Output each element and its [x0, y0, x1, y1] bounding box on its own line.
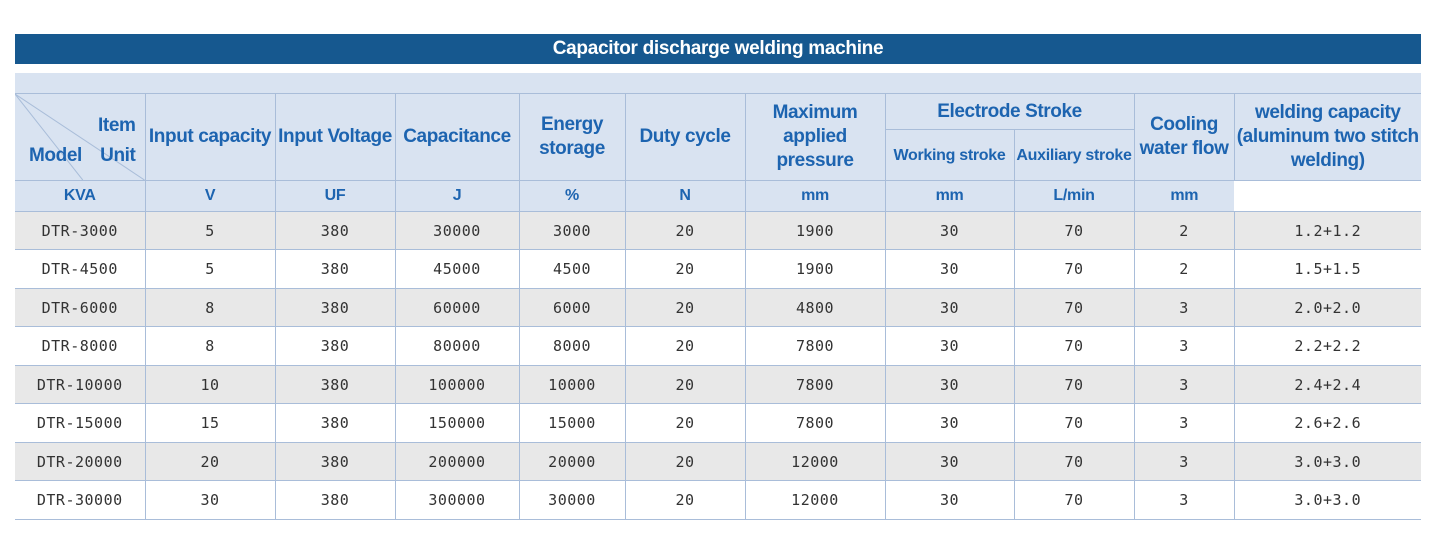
value-cell: 380	[275, 443, 395, 481]
col-header-cooling-water-flow: Cooling water flow	[1134, 94, 1234, 181]
value-cell: 380	[275, 327, 395, 366]
value-cell: 30	[885, 481, 1014, 520]
value-cell: 20	[625, 481, 745, 520]
value-cell: 20	[145, 443, 275, 481]
value-cell: 70	[1014, 404, 1134, 443]
col-header-auxiliary-stroke: Auxiliary stroke	[1014, 130, 1134, 181]
value-cell: 2.2+2.2	[1234, 327, 1421, 366]
value-cell: 70	[1014, 289, 1134, 327]
unit-cell: V	[145, 181, 275, 212]
unit-cell: UF	[275, 181, 395, 212]
value-cell: 2.6+2.6	[1234, 404, 1421, 443]
value-cell: 20	[625, 366, 745, 404]
value-cell: 2.0+2.0	[1234, 289, 1421, 327]
value-cell: 7800	[745, 327, 885, 366]
value-cell: 30	[885, 443, 1014, 481]
value-cell: 300000	[395, 481, 519, 520]
spec-table	[15, 93, 1421, 520]
table-title: Capacitor discharge welding machine	[15, 34, 1421, 64]
value-cell: 3	[1134, 327, 1234, 366]
value-cell: 70	[1014, 212, 1134, 250]
value-cell: 4800	[745, 289, 885, 327]
table-row	[15, 404, 1421, 443]
value-cell: 7800	[745, 404, 885, 443]
model-cell: DTR-3000	[15, 212, 145, 250]
col-header-electrode-stroke: Electrode Stroke	[885, 94, 1134, 130]
value-cell: 100000	[395, 366, 519, 404]
value-cell: 20000	[519, 443, 625, 481]
value-cell: 380	[275, 212, 395, 250]
table-body	[15, 212, 1421, 520]
value-cell: 380	[275, 366, 395, 404]
value-cell: 3	[1134, 404, 1234, 443]
value-cell: 8	[145, 289, 275, 327]
corner-unit-label: Unit	[100, 145, 136, 166]
value-cell: 4500	[519, 250, 625, 289]
value-cell: 12000	[745, 481, 885, 520]
value-cell: 20	[625, 289, 745, 327]
col-header-welding-capacity: welding capacity (aluminum two stitch welding)	[1234, 94, 1421, 181]
unit-cell: KVA	[15, 181, 145, 212]
table-row	[15, 289, 1421, 327]
value-cell: 7800	[745, 366, 885, 404]
unit-cell: L/min	[1014, 181, 1134, 212]
value-cell: 3000	[519, 212, 625, 250]
value-cell: 3	[1134, 481, 1234, 520]
value-cell: 20	[625, 443, 745, 481]
table-row	[15, 212, 1421, 250]
corner-model-label: Model	[29, 145, 82, 166]
table-row	[15, 366, 1421, 404]
value-cell: 20	[625, 327, 745, 366]
value-cell: 3	[1134, 289, 1234, 327]
value-cell: 3	[1134, 443, 1234, 481]
col-header-capacitance: Capacitance	[395, 94, 519, 181]
value-cell: 380	[275, 481, 395, 520]
value-cell: 380	[275, 250, 395, 289]
value-cell: 30	[885, 404, 1014, 443]
value-cell: 12000	[745, 443, 885, 481]
model-cell: DTR-20000	[15, 443, 145, 481]
table-row	[15, 481, 1421, 520]
value-cell: 1900	[745, 250, 885, 289]
value-cell: 1.5+1.5	[1234, 250, 1421, 289]
units-row	[15, 181, 1421, 212]
value-cell: 3.0+3.0	[1234, 443, 1421, 481]
value-cell: 70	[1014, 250, 1134, 289]
value-cell: 3.0+3.0	[1234, 481, 1421, 520]
value-cell: 70	[1014, 443, 1134, 481]
unit-cell: J	[395, 181, 519, 212]
table-row	[15, 250, 1421, 289]
table-header	[15, 94, 1421, 212]
col-header-working-stroke: Working stroke	[885, 130, 1014, 181]
value-cell: 70	[1014, 481, 1134, 520]
value-cell: 6000	[519, 289, 625, 327]
value-cell: 45000	[395, 250, 519, 289]
value-cell: 2	[1134, 212, 1234, 250]
value-cell: 30	[885, 250, 1014, 289]
value-cell: 20	[625, 250, 745, 289]
table-row	[15, 443, 1421, 481]
model-cell: DTR-15000	[15, 404, 145, 443]
unit-cell: N	[625, 181, 745, 212]
value-cell: 30	[885, 212, 1014, 250]
value-cell: 380	[275, 404, 395, 443]
col-header-input-voltage: Input Voltage	[275, 94, 395, 181]
model-cell: DTR-30000	[15, 481, 145, 520]
value-cell: 5	[145, 212, 275, 250]
model-cell: DTR-10000	[15, 366, 145, 404]
value-cell: 1.2+1.2	[1234, 212, 1421, 250]
value-cell: 15000	[519, 404, 625, 443]
value-cell: 200000	[395, 443, 519, 481]
value-cell: 30	[885, 327, 1014, 366]
table-row	[15, 327, 1421, 366]
value-cell: 60000	[395, 289, 519, 327]
value-cell: 70	[1014, 327, 1134, 366]
value-cell: 2.4+2.4	[1234, 366, 1421, 404]
unit-cell: mm	[885, 181, 1014, 212]
value-cell: 150000	[395, 404, 519, 443]
model-cell: DTR-6000	[15, 289, 145, 327]
unit-cell: %	[519, 181, 625, 212]
value-cell: 30000	[395, 212, 519, 250]
unit-cell: mm	[1134, 181, 1234, 212]
value-cell: 15	[145, 404, 275, 443]
col-header-max-pressure: Maximum applied pressure	[745, 94, 885, 181]
value-cell: 1900	[745, 212, 885, 250]
value-cell: 3	[1134, 366, 1234, 404]
value-cell: 20	[625, 212, 745, 250]
value-cell: 10000	[519, 366, 625, 404]
value-cell: 30	[885, 366, 1014, 404]
value-cell: 8000	[519, 327, 625, 366]
model-cell: DTR-8000	[15, 327, 145, 366]
value-cell: 30	[885, 289, 1014, 327]
value-cell: 30000	[519, 481, 625, 520]
value-cell: 5	[145, 250, 275, 289]
corner-header-cell	[15, 94, 145, 181]
col-header-input-capacity: Input capacity	[145, 94, 275, 181]
value-cell: 8	[145, 327, 275, 366]
col-header-energy-storage: Energy storage	[519, 94, 625, 181]
model-cell: DTR-4500	[15, 250, 145, 289]
col-header-duty-cycle: Duty cycle	[625, 94, 745, 181]
header-spacer-bar	[15, 73, 1421, 93]
value-cell: 70	[1014, 366, 1134, 404]
value-cell: 2	[1134, 250, 1234, 289]
value-cell: 380	[275, 289, 395, 327]
value-cell: 20	[625, 404, 745, 443]
value-cell: 80000	[395, 327, 519, 366]
corner-item-label: Item	[98, 115, 136, 136]
value-cell: 10	[145, 366, 275, 404]
spec-table-container	[15, 34, 1421, 520]
value-cell: 30	[145, 481, 275, 520]
unit-cell: mm	[745, 181, 885, 212]
